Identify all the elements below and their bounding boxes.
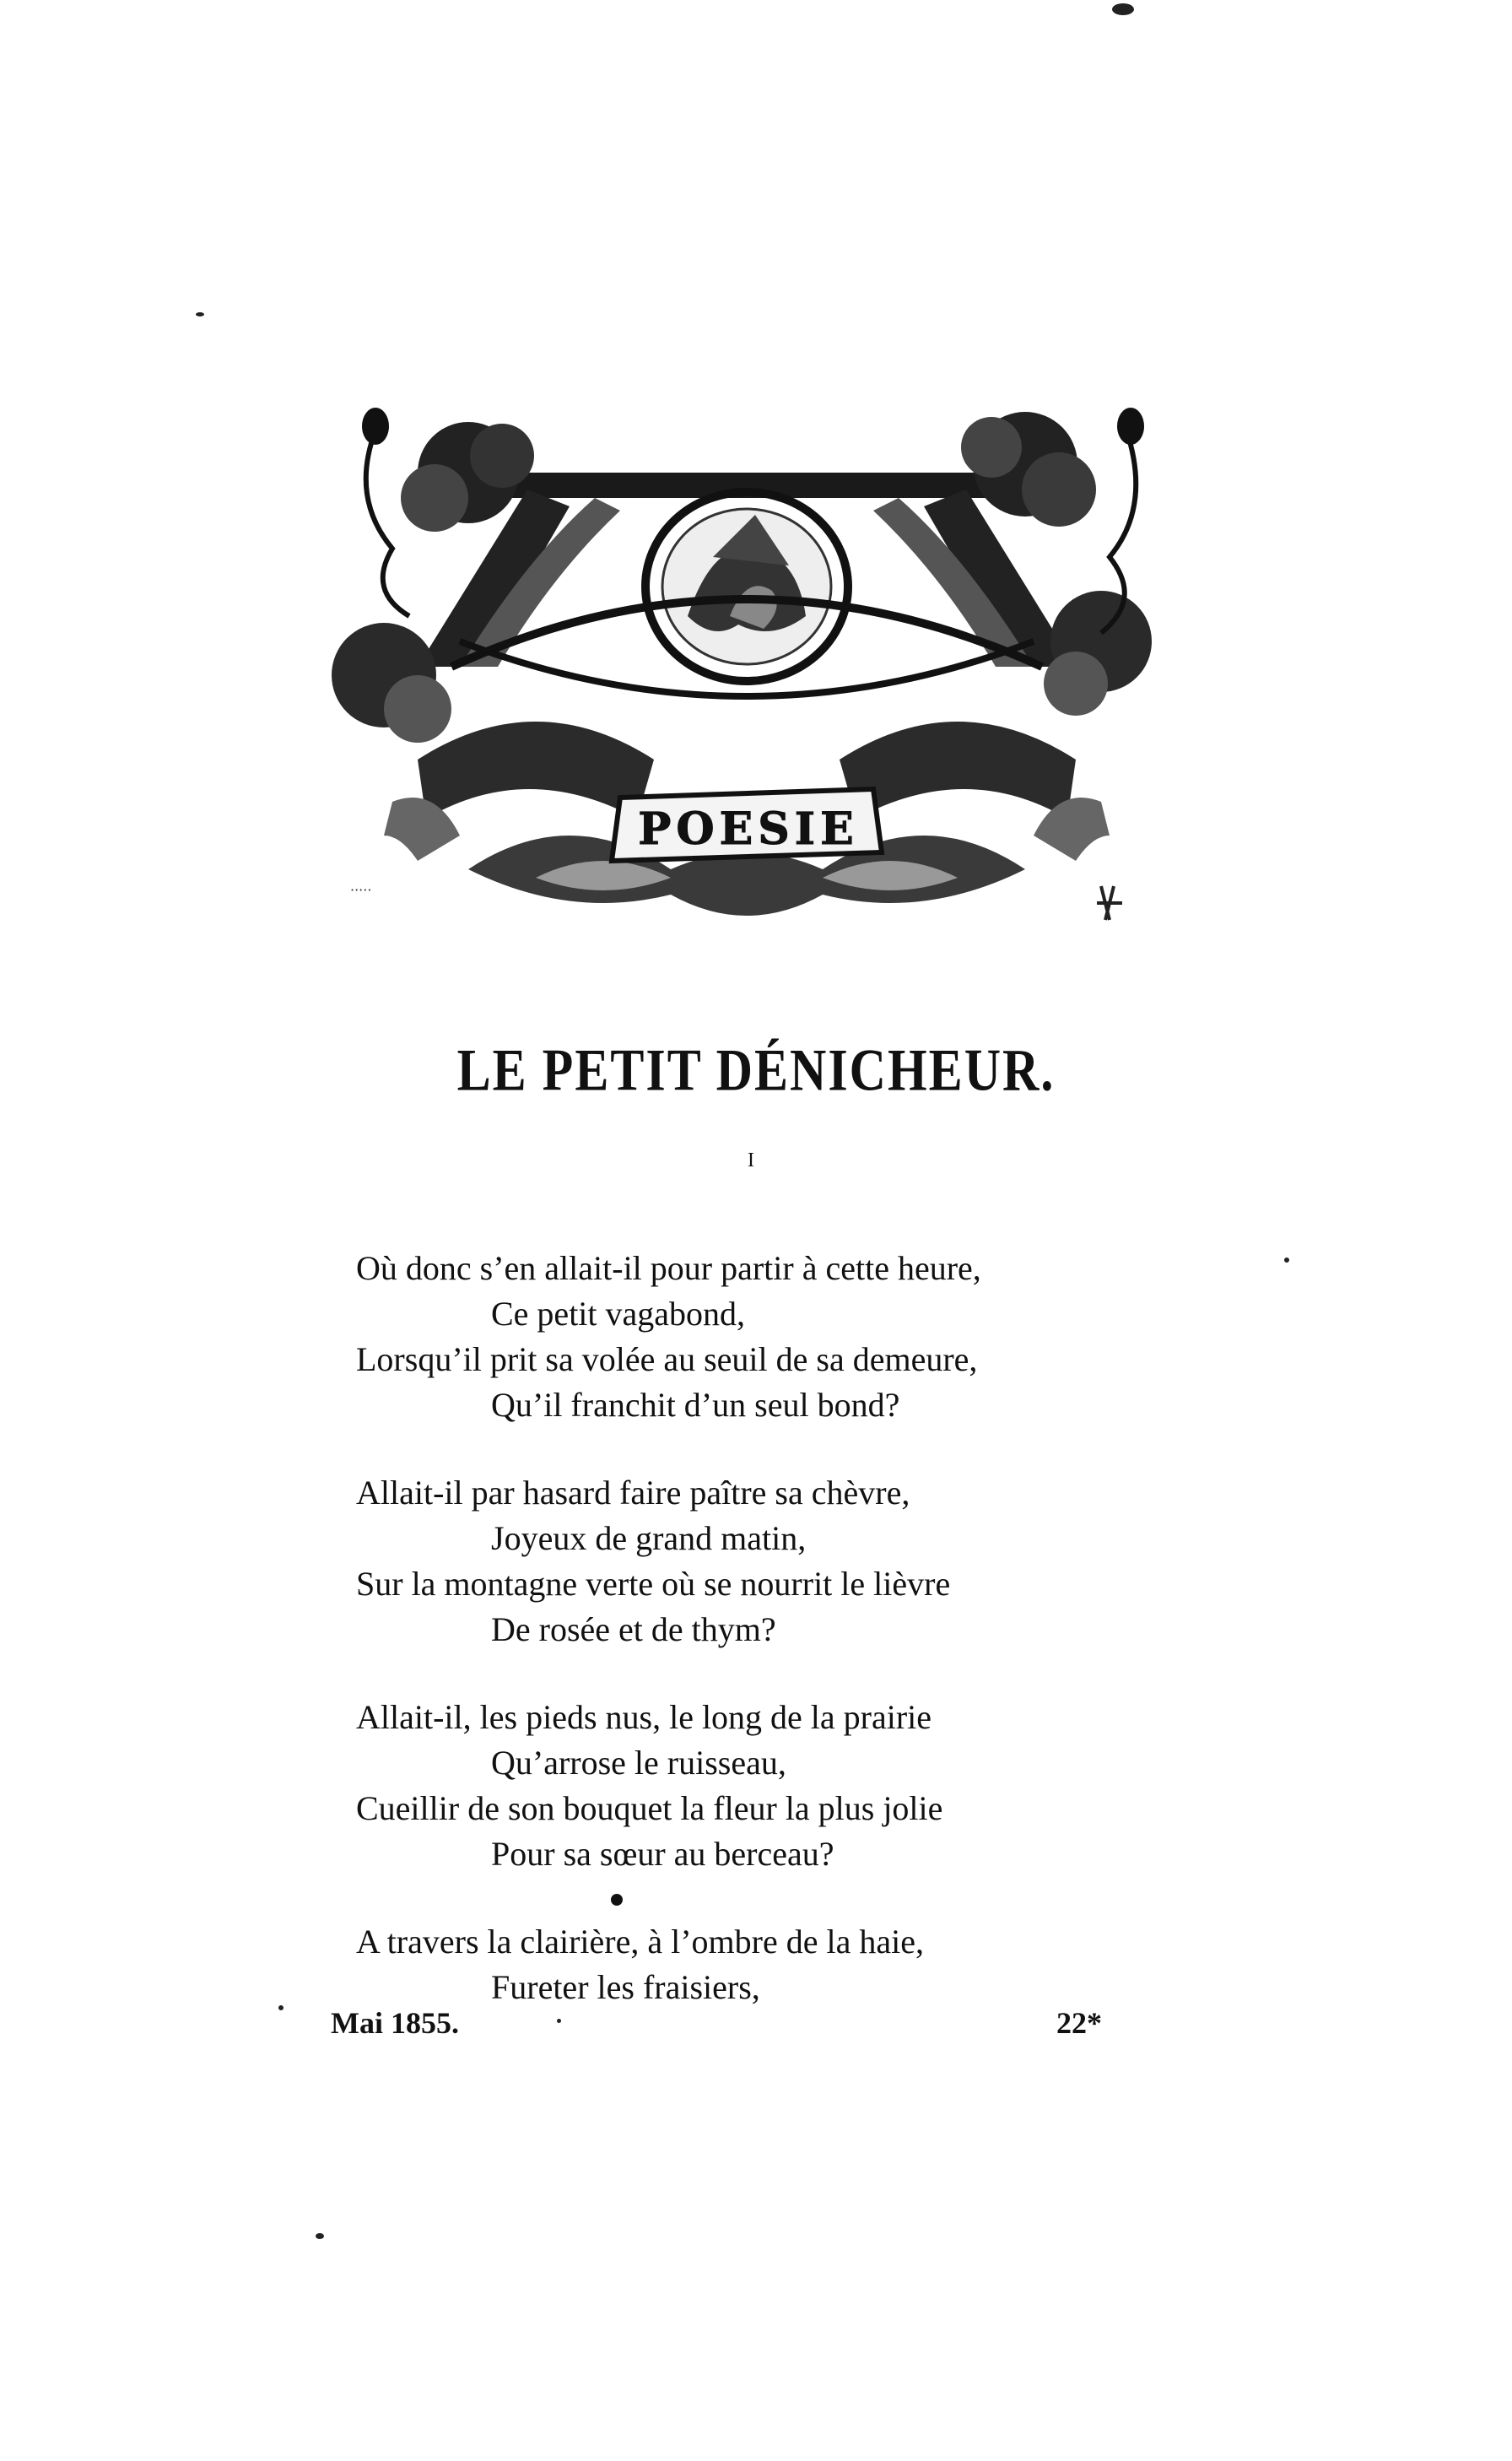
poem-title: LE PETIT DÉNICHEUR. — [456, 1037, 1056, 1104]
scan-speck — [196, 312, 204, 316]
issue-date: Mai 1855. — [331, 2006, 459, 2040]
stanza — [356, 1919, 1200, 2010]
poem-body — [356, 1246, 1200, 2010]
verse-line: Cueillir de son bouquet la fleur la plus jolie — [356, 1789, 943, 1827]
verse-line: De rosée et de thym? — [491, 1610, 776, 1648]
verse-line: Lorsqu’il prit sa volée au seuil de sa demeure, — [356, 1340, 978, 1378]
verse-line: Allait-il, les pieds nus, le long de la prairie — [356, 1698, 932, 1736]
page-footer — [0, 2005, 1512, 2056]
stanza-separator-dot — [611, 1894, 623, 1906]
stanza — [356, 1470, 1200, 1652]
verse-line: Fureter les fraisiers, — [491, 1968, 760, 2006]
verse-line: Ce petit vagabond, — [491, 1295, 746, 1333]
verse-line: Joyeux de grand matin, — [491, 1519, 807, 1557]
verse-line: Allait-il par hasard faire paître sa chèvre, — [356, 1474, 910, 1512]
verse-line: Où donc s’en allait-il pour partir à cette heure, — [356, 1249, 981, 1287]
section-number: I — [748, 1149, 754, 1171]
verse-line: Sur la montagne verte où se nourrit le lièvre — [356, 1565, 951, 1603]
verse-line: Qu’arrose le ruisseau, — [491, 1744, 786, 1782]
vignette-banner-text: POESIE — [638, 803, 859, 855]
scan-speck — [557, 2019, 561, 2023]
verse-line: Pour sa sœur au berceau? — [491, 1835, 834, 1873]
verse-line: A travers la clairière, à l’ombre de la haie, — [356, 1923, 924, 1961]
verse-line: Qu’il franchit d’un seul bond? — [491, 1386, 900, 1424]
poesie-vignette-illustration — [316, 363, 1177, 954]
page-number: 22* — [1056, 2006, 1102, 2040]
svg-text:·····: ····· — [350, 882, 372, 898]
scan-speck — [278, 2005, 284, 2010]
scan-speck — [316, 2233, 324, 2239]
stanza — [356, 1695, 1200, 1877]
scan-speck — [1112, 3, 1134, 15]
scan-speck — [1284, 1258, 1289, 1263]
stanza — [356, 1246, 1200, 1428]
